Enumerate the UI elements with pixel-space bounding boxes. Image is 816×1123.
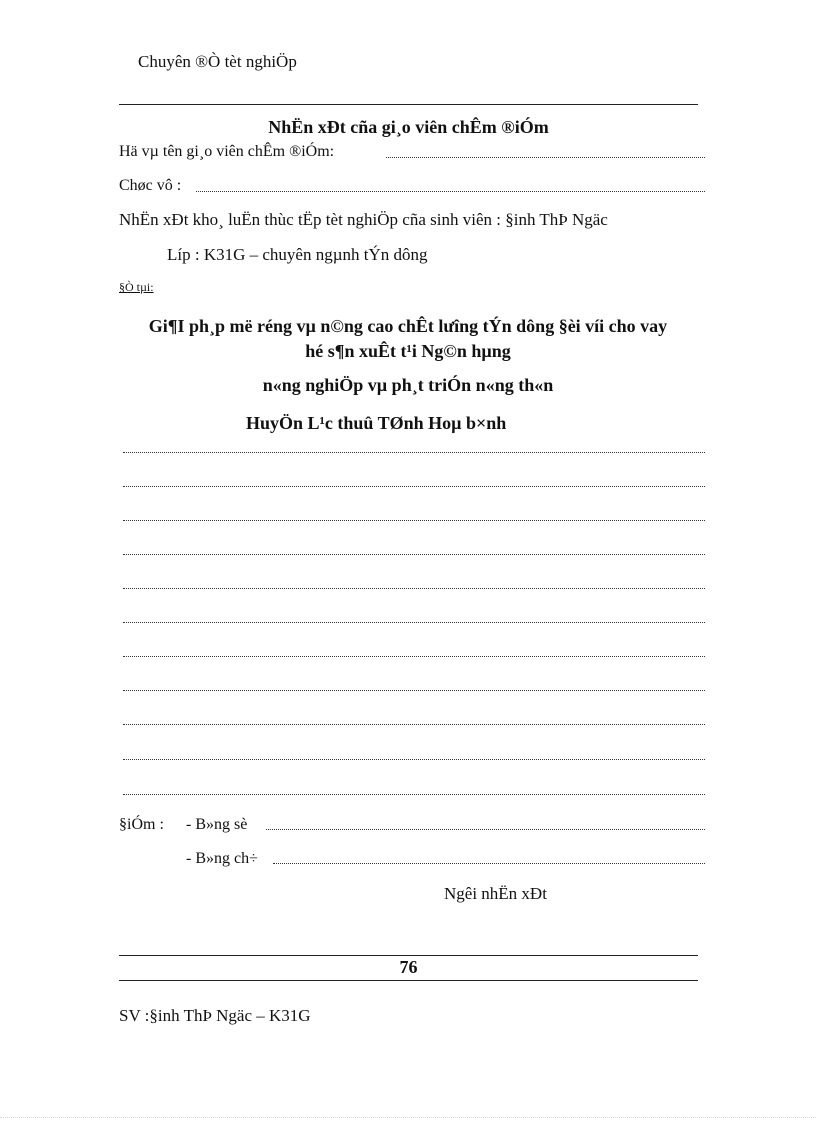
comment-line-6[interactable] xyxy=(123,622,705,623)
score-label: §iÓm : xyxy=(119,816,164,833)
comment-intro: NhËn xÐt kho¸ luËn thùc tËp tèt nghiÖp cña sinh viên : §inh ThÞ Ngäc xyxy=(119,210,608,229)
topic-title-line-4: HuyÖn L¹c thuû TØnh Hoµ b×nh xyxy=(246,413,507,433)
topic-title-line-1: Gi¶I ph¸p më réng vµ n©ng cao chÊt lưîng tÝn dông §èi víi cho vay xyxy=(148,316,668,336)
comment-line-2[interactable] xyxy=(123,486,705,487)
page-number: 76 xyxy=(399,957,418,977)
examiner-name-field[interactable] xyxy=(386,157,705,158)
position-field[interactable] xyxy=(196,191,705,192)
score-numeric-label: - B»ng sè xyxy=(186,816,248,833)
comment-line-3[interactable] xyxy=(123,520,705,521)
score-text-field[interactable] xyxy=(273,863,705,864)
form-title: NhËn xÐt cña gi¸o viên chÊm ®iÓm xyxy=(268,117,549,137)
running-title: Chuyên ®Ò tèt nghiÖp xyxy=(138,52,297,71)
score-text-label: - B»ng ch÷ xyxy=(186,850,258,867)
topic-label: §Ò tµi: xyxy=(119,280,154,294)
comment-line-7[interactable] xyxy=(123,656,705,657)
header-rule xyxy=(119,104,698,105)
topic-title-line-2: hé s¶n xuÊt t¹i Ng©n hµng xyxy=(305,341,511,361)
topic-title-line-3: n«ng nghiÖp vµ ph¸t triÓn n«ng th«n xyxy=(262,375,554,395)
examiner-name-label: Hä vµ tên gi¸o viên chÊm ®iÓm: xyxy=(119,143,335,160)
class-label: Líp : K31G – chuyên ngµnh tÝn dông xyxy=(167,245,428,264)
footer-rule-top xyxy=(119,955,698,956)
student-info: SV :§inh ThÞ Ngäc – K31G xyxy=(119,1006,311,1025)
comment-line-11[interactable] xyxy=(123,794,705,795)
position-label: Chøc vô : xyxy=(119,177,182,194)
comment-line-5[interactable] xyxy=(123,588,705,589)
signature-label: Ngêi nhËn xÐt xyxy=(444,884,547,903)
comment-line-9[interactable] xyxy=(123,724,705,725)
page-edge xyxy=(0,1117,816,1118)
score-numeric-field[interactable] xyxy=(266,829,705,830)
comment-line-10[interactable] xyxy=(123,759,705,760)
footer-rule-bottom xyxy=(119,980,698,981)
comment-line-8[interactable] xyxy=(123,690,705,691)
comment-line-4[interactable] xyxy=(123,554,705,555)
comment-line-1[interactable] xyxy=(123,452,705,453)
